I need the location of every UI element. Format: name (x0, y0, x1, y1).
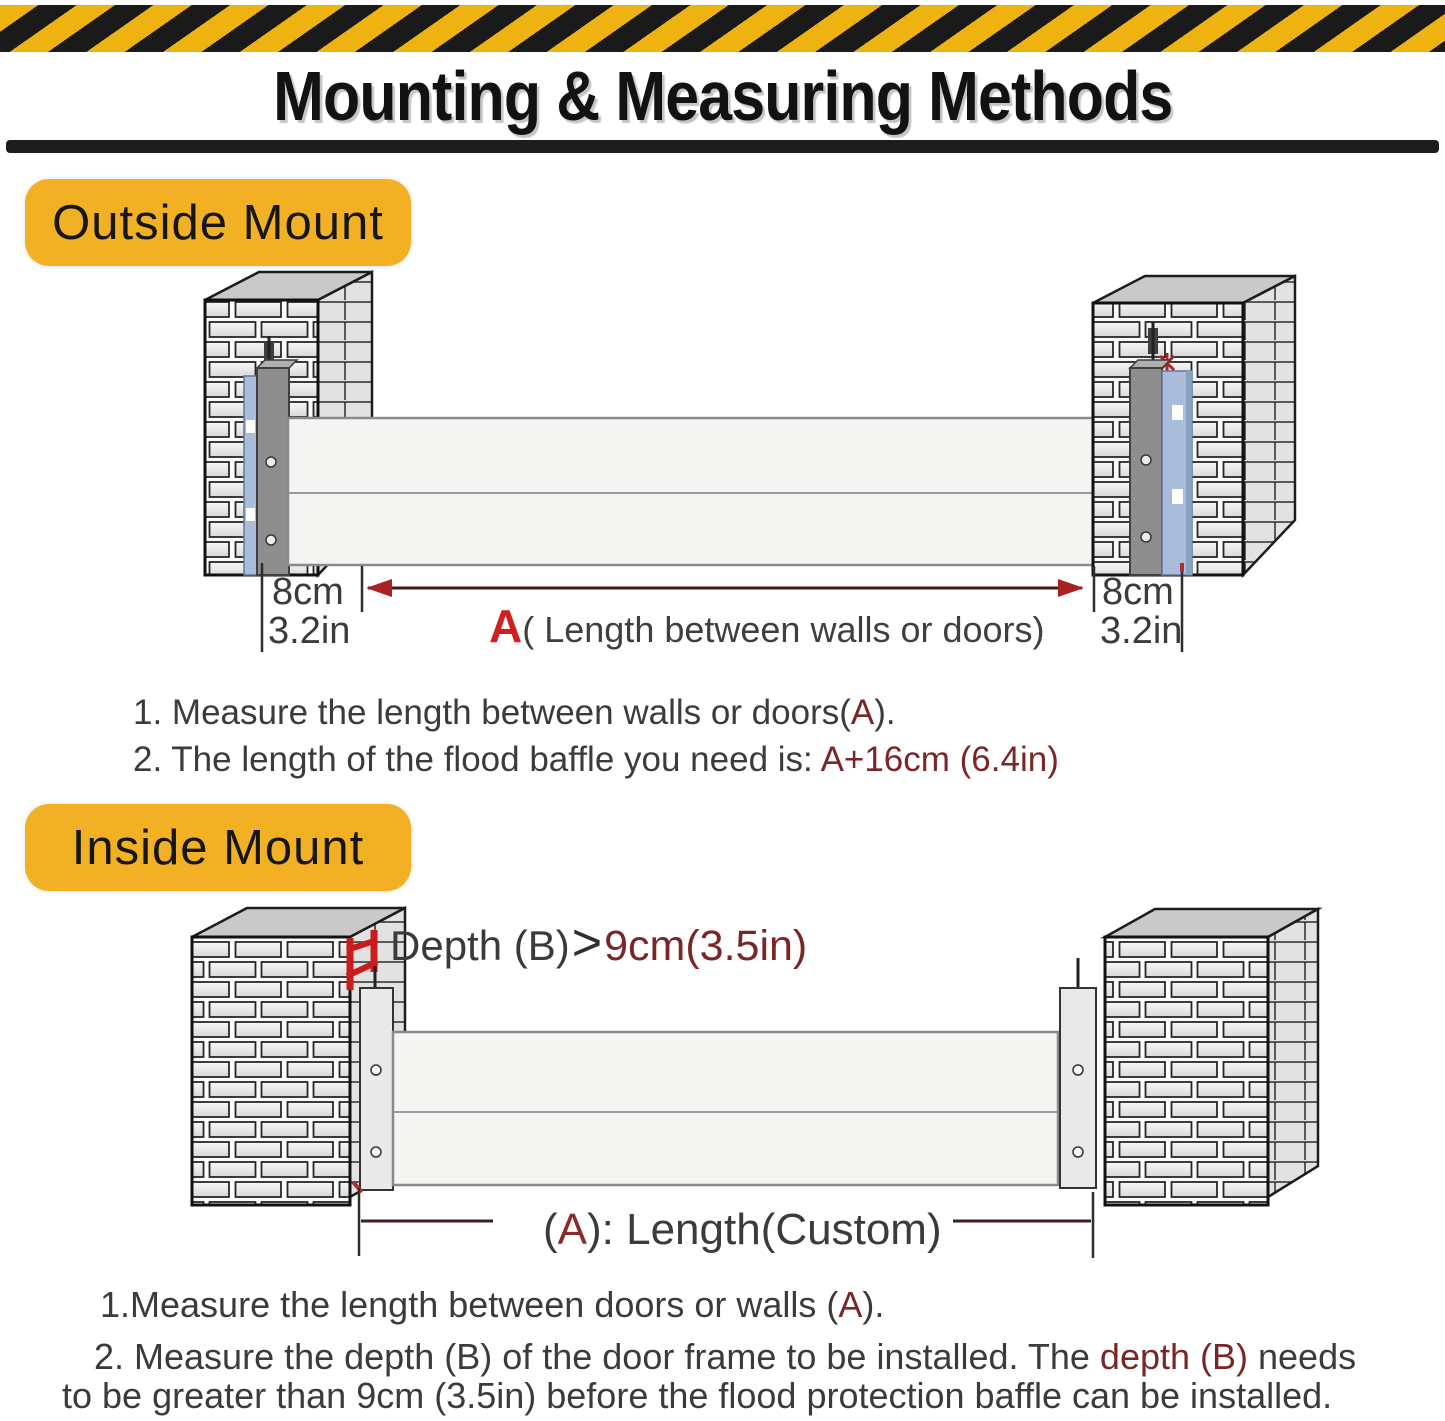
inside-right-pillar (1105, 909, 1318, 1205)
inside-length-label (543, 1206, 942, 1254)
screw-hole (1141, 455, 1151, 465)
step-text: ). (874, 693, 896, 732)
title-bar (0, 56, 1445, 136)
step-text: 2. Measure the depth (B) of the door frame to be installed. The (94, 1336, 1100, 1377)
step-highlight: A+16cm (6.4in) (820, 740, 1059, 779)
inside-step-1 (100, 1286, 884, 1325)
screw-hole (1073, 1147, 1083, 1157)
outside-mount-badge-label: Outside Mount (52, 195, 384, 250)
outside-step-2 (133, 741, 1059, 779)
mounting-channel (1060, 988, 1096, 1188)
inside-mount-badge-label: Inside Mount (71, 820, 365, 875)
outside-mount-badge (25, 179, 411, 266)
screw-hole (371, 1147, 381, 1157)
step-text: 2. The length of the flood baffle you need is: (133, 740, 821, 779)
arrowhead-left (366, 579, 392, 597)
inside-right-channel (1060, 958, 1096, 1188)
pillar-side-face (1243, 276, 1295, 575)
inside-flood-barrier (393, 1032, 1058, 1185)
arrowhead-right (1058, 579, 1084, 597)
seal-strip-edge (1186, 371, 1192, 575)
channel-cap (1130, 360, 1170, 368)
seal-mark (1172, 489, 1183, 504)
greater-than-symbol: > (571, 914, 603, 972)
outside-right-dim-in: 3.2in (1100, 610, 1183, 652)
screw-hole (266, 535, 276, 545)
mounting-channel (1130, 368, 1162, 575)
page-title: Mounting & Measuring Methods (272, 57, 1173, 135)
span-label-a: A (489, 600, 523, 652)
barrier-panels (288, 418, 1130, 565)
inside-left-channel (360, 988, 393, 1190)
pillar-front-face (1105, 937, 1268, 1205)
outside-flood-barrier (288, 418, 1130, 565)
inside-mount-badge (25, 804, 411, 891)
length-label-a: A (557, 1205, 588, 1254)
seal-mark (246, 420, 255, 433)
inside-step-2-line-2: to be greater than 9cm (3.5in) before the flood protection baffle can be installed. (62, 1375, 1333, 1416)
seal-mark (1172, 405, 1183, 420)
step-highlight: A (850, 693, 875, 732)
depth-label (390, 915, 807, 971)
step-highlight: depth (B) (1099, 1336, 1248, 1377)
step-highlight: A (838, 1284, 863, 1325)
mounting-channel (360, 988, 393, 1190)
screw-hole (1141, 532, 1151, 542)
pillar-front-face (192, 937, 350, 1205)
outside-step-1 (133, 694, 896, 732)
outside-span-label (489, 602, 1045, 652)
step-text: needs (1248, 1336, 1357, 1377)
pillar-side-face (1268, 909, 1318, 1197)
screw-hole (371, 1065, 381, 1075)
header-divider-bar (6, 140, 1439, 153)
depth-label-value: 9cm(3.5in) (604, 922, 808, 970)
length-label-text: ): Length(Custom) (587, 1205, 942, 1254)
outside-left-dim-cm: 8cm (272, 571, 344, 613)
step-text: 1.Measure the length between doors or walls ( (100, 1284, 839, 1325)
step-text: ). (862, 1284, 885, 1325)
step-text: 1. Measure the length between walls or doors( (133, 693, 851, 732)
screw-hole (266, 457, 276, 467)
outside-left-dim-in: 3.2in (268, 610, 351, 652)
outside-right-dim-cm: 8cm (1102, 571, 1174, 613)
seal-mark (246, 508, 255, 521)
length-label-paren: ( (543, 1205, 558, 1254)
barrier-panels (393, 1032, 1058, 1185)
span-label-text: ( Length between walls or doors) (522, 609, 1045, 650)
depth-label-text: Depth (B) (390, 922, 570, 969)
channel-cap (257, 360, 297, 368)
seal-strip (244, 376, 257, 575)
outside-right-pillar (1093, 276, 1295, 575)
inside-step-2-line-1 (94, 1338, 1356, 1377)
screw-hole (1073, 1065, 1083, 1075)
